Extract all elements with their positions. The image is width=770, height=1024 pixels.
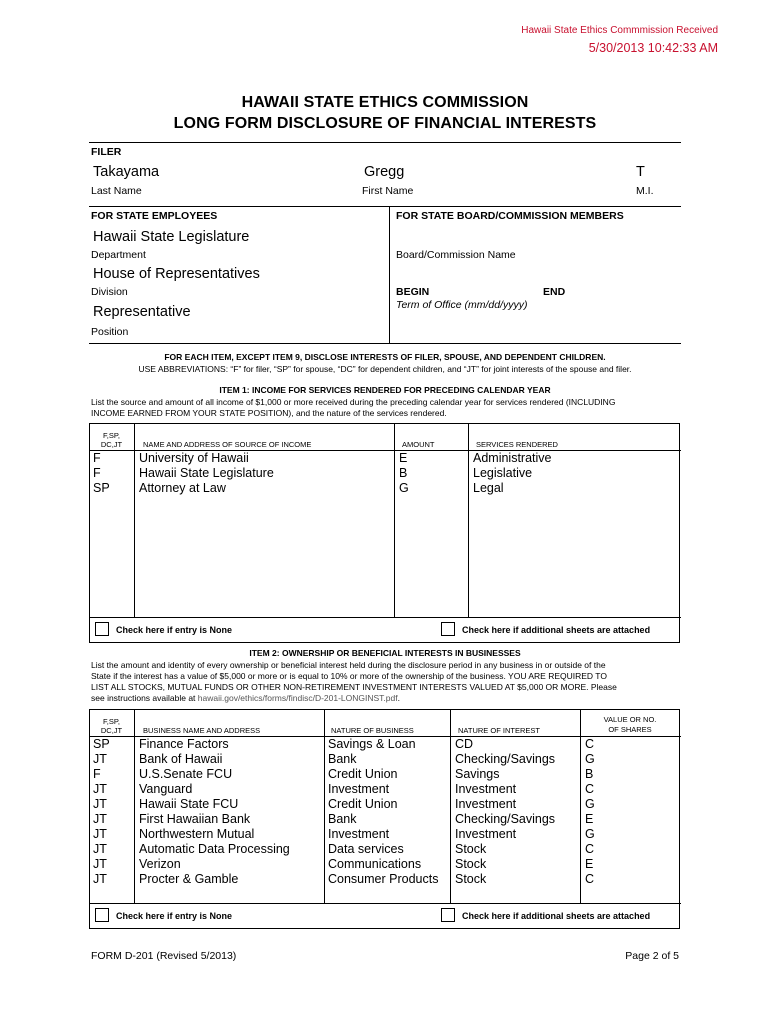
item2-none-checkbox[interactable] — [95, 908, 109, 922]
item2-row-nature-interest: Investment — [455, 827, 517, 841]
item1-row-who: F — [93, 451, 101, 465]
item1-row-amount: B — [399, 466, 408, 480]
item2-col-who-line1: F,SP, — [103, 717, 120, 726]
page-number: Page 2 of 5 — [625, 950, 679, 962]
item1-col-who-line2: DC,JT — [100, 440, 123, 449]
last-name-label: Last Name — [91, 185, 142, 197]
item2-row-value: E — [585, 812, 594, 826]
form-title-agency: HAWAII STATE ETHICS COMMISSION — [241, 94, 529, 111]
column-divider — [450, 709, 451, 903]
item2-row-nature-business: Credit Union — [328, 767, 398, 781]
division-label: Division — [91, 286, 128, 298]
department-label: Department — [91, 249, 146, 261]
item2-row-who: JT — [93, 812, 107, 826]
item2-row-who: SP — [93, 737, 110, 751]
item2-row-business: Procter & Gamble — [139, 872, 239, 886]
item2-row-business: First Hawaiian Bank — [139, 812, 251, 826]
item1-amount-column — [399, 451, 409, 496]
item2-col-nature-business: NATURE OF BUSINESS — [331, 726, 414, 735]
item1-row-services: Legal — [473, 481, 504, 495]
item1-description-line1: List the source and amount of all income of $1,000 or more received during the preceding calendar year for services rendered (INCLUDING — [91, 397, 616, 407]
first-name-label: First Name — [362, 185, 414, 197]
instructions-abbreviations: USE ABBREVIATIONS: “F” for filer, “SP” for spouse, “DC” for dependent children, and “JT” for joint interests of the spouse and filer. — [138, 364, 632, 374]
item2-row-nature-interest: Stock — [455, 857, 487, 871]
item2-row-who: F — [93, 767, 101, 781]
item2-row-value: G — [585, 752, 595, 766]
item1-row-who: F — [93, 466, 101, 480]
item2-row-nature-business: Consumer Products — [328, 872, 439, 886]
item2-row-value: G — [585, 827, 595, 841]
item2-row-business: Northwestern Mutual — [139, 827, 255, 841]
instructions-link[interactable]: hawaii.gov/ethics/forms/findisc/D-201-LONGINST.pdf — [197, 693, 398, 703]
column-divider — [468, 423, 469, 617]
item2-col-value — [580, 715, 680, 735]
filer-last-name: Takayama — [93, 164, 160, 180]
item2-additional-sheets-label: Check here if additional sheets are attached — [462, 911, 651, 921]
item1-col-amount: AMOUNT — [402, 440, 435, 449]
item2-row-nature-business: Bank — [328, 812, 357, 826]
item2-col-who — [89, 717, 134, 735]
position-value: Representative — [93, 304, 191, 320]
item2-row-value: C — [585, 782, 595, 796]
item1-description-line2: INCOME EARNED FROM YOUR STATE POSITION), and the nature of the services rendered. — [91, 408, 447, 418]
item2-title: ITEM 2: OWNERSHIP OR BENEFICIAL INTERESTS IN BUSINESSES — [249, 648, 521, 658]
term-end-label: END — [543, 286, 566, 298]
filer-section-label: FILER — [91, 146, 122, 158]
item2-row-nature-interest: Savings — [455, 767, 500, 781]
item1-row-services: Legislative — [473, 466, 533, 480]
item2-value-column — [585, 737, 595, 887]
instructions-heading: FOR EACH ITEM, EXCEPT ITEM 9, DISCLOSE INTERESTS OF FILER, SPOUSE, AND DEPENDENT CHILDREN. — [164, 352, 606, 362]
division-value: House of Representatives — [93, 266, 260, 282]
column-divider — [324, 709, 325, 903]
item2-row-nature-business: Investment — [328, 827, 390, 841]
item2-nature-interest-column — [455, 737, 555, 887]
item2-row-nature-business: Savings & Loan — [328, 737, 416, 751]
item1-footer-rule — [89, 617, 681, 618]
item2-row-nature-business: Credit Union — [328, 797, 398, 811]
item1-row-amount: E — [399, 451, 408, 465]
item1-additional-sheets-checkbox[interactable] — [441, 622, 455, 636]
item2-description-line4 — [91, 693, 400, 703]
state-employees-header: FOR STATE EMPLOYEES — [91, 210, 218, 222]
item2-row-value: E — [585, 857, 594, 871]
item1-services-column — [473, 451, 552, 496]
mi-label: M.I. — [636, 185, 654, 197]
item2-row-who: JT — [93, 872, 107, 886]
item2-description-suffix: . — [397, 693, 400, 703]
item2-footer-rule — [89, 903, 681, 904]
column-divider — [134, 709, 135, 903]
item1-additional-sheets-label: Check here if additional sheets are attached — [462, 625, 651, 635]
item2-who-column — [93, 737, 110, 887]
item2-row-value: C — [585, 737, 595, 751]
board-name-label: Board/Commission Name — [396, 249, 516, 261]
item1-row-services: Administrative — [473, 451, 552, 465]
item1-row-source: University of Hawaii — [139, 451, 249, 465]
item1-row-who: SP — [93, 481, 110, 495]
item2-row-value: C — [585, 872, 595, 886]
item2-row-business: Automatic Data Processing — [139, 842, 290, 856]
item2-row-business: U.S.Senate FCU — [139, 767, 233, 781]
item2-row-nature-interest: Stock — [455, 872, 487, 886]
item1-row-source: Attorney at Law — [139, 481, 226, 495]
item2-row-nature-interest: Checking/Savings — [455, 812, 556, 826]
item2-row-nature-interest: CD — [455, 737, 474, 751]
item2-row-nature-business: Data services — [328, 842, 404, 856]
item2-row-nature-business: Communications — [328, 857, 422, 871]
item1-row-amount: G — [399, 481, 409, 495]
column-divider — [389, 206, 390, 343]
column-divider — [394, 423, 395, 617]
item2-nature-business-column — [328, 737, 438, 887]
item2-row-business: Finance Factors — [139, 737, 229, 751]
item1-col-who — [89, 431, 134, 449]
item2-row-who: JT — [93, 782, 107, 796]
item1-none-checkbox[interactable] — [95, 622, 109, 636]
item2-col-who-line2: DC,JT — [100, 726, 123, 735]
item2-description-prefix: see instructions available at — [91, 693, 198, 703]
item2-row-nature-interest: Stock — [455, 842, 487, 856]
item2-row-nature-interest: Checking/Savings — [455, 752, 556, 766]
item2-additional-sheets-checkbox[interactable] — [441, 908, 455, 922]
item2-row-who: JT — [93, 797, 107, 811]
item2-row-business: Hawaii State FCU — [139, 797, 239, 811]
item2-row-nature-business: Investment — [328, 782, 390, 796]
received-stamp-label: Hawaii State Ethics Commmission Received — [521, 25, 718, 36]
item2-none-label: Check here if entry is None — [116, 911, 233, 921]
received-stamp-datetime: 5/30/2013 10:42:33 AM — [588, 41, 718, 55]
item2-row-who: JT — [93, 857, 107, 871]
item2-description-line1: List the amount and identity of every ownership or beneficial interest held during the disclosure period in any business in or outside of the — [91, 660, 606, 670]
item2-col-value-line2: OF SHARES — [608, 725, 652, 734]
item2-description-line3: LIST ALL STOCKS, MUTUAL FUNDS OR OTHER NON-RETIREMENT INVESTMENT INTERESTS VALUED AT $5,000 OR MORE. Please — [91, 682, 617, 692]
item2-row-nature-interest: Investment — [455, 782, 517, 796]
divider — [89, 343, 681, 344]
item1-col-source: NAME AND ADDRESS OF SOURCE OF INCOME — [143, 440, 312, 449]
item2-col-business: BUSINESS NAME AND ADDRESS — [143, 726, 261, 735]
item1-row-source: Hawaii State Legislature — [139, 466, 274, 480]
item1-title: ITEM 1: INCOME FOR SERVICES RENDERED FOR PRECEDING CALENDAR YEAR — [219, 385, 551, 395]
item2-row-business: Bank of Hawaii — [139, 752, 223, 766]
item2-row-who: JT — [93, 842, 107, 856]
term-begin-label: BEGIN — [396, 286, 430, 298]
divider — [89, 206, 681, 207]
column-divider — [580, 709, 581, 903]
item2-row-who: JT — [93, 827, 107, 841]
divider — [89, 142, 681, 143]
item2-description-line2: State if the interest has a value of $5,000 or more or is equal to 10% or more of the ownership of the business. YOU ARE REQUIRED TO — [91, 671, 607, 681]
item2-row-business: Vanguard — [139, 782, 193, 796]
item2-row-value: B — [585, 767, 594, 781]
item1-who-column — [93, 451, 110, 496]
item1-col-who-line1: F,SP, — [103, 431, 120, 440]
item1-source-column — [139, 451, 274, 496]
item2-row-value: G — [585, 797, 595, 811]
item1-col-services: SERVICES RENDERED — [476, 440, 558, 449]
form-number: FORM D-201 (Revised 5/2013) — [91, 950, 237, 962]
board-members-header: FOR STATE BOARD/COMMISSION MEMBERS — [396, 210, 624, 222]
item2-col-value-line1: VALUE OR NO. — [603, 715, 657, 724]
item2-row-nature-interest: Investment — [455, 797, 517, 811]
form-title: LONG FORM DISCLOSURE OF FINANCIAL INTERESTS — [173, 115, 597, 132]
item2-business-column — [139, 737, 290, 887]
item2-row-nature-business: Bank — [328, 752, 357, 766]
item2-row-who: JT — [93, 752, 107, 766]
filer-first-name: Gregg — [364, 164, 405, 180]
item2-row-value: C — [585, 842, 595, 856]
term-of-office-label: Term of Office (mm/dd/yyyy) — [396, 299, 528, 311]
item2-row-business: Verizon — [139, 857, 181, 871]
column-divider — [134, 423, 135, 617]
filer-middle-initial: T — [636, 164, 645, 180]
position-label: Position — [91, 326, 129, 338]
item1-none-label: Check here if entry is None — [116, 625, 233, 635]
item2-col-nature-interest: NATURE OF INTEREST — [458, 726, 540, 735]
department-value: Hawaii State Legislature — [93, 229, 250, 245]
